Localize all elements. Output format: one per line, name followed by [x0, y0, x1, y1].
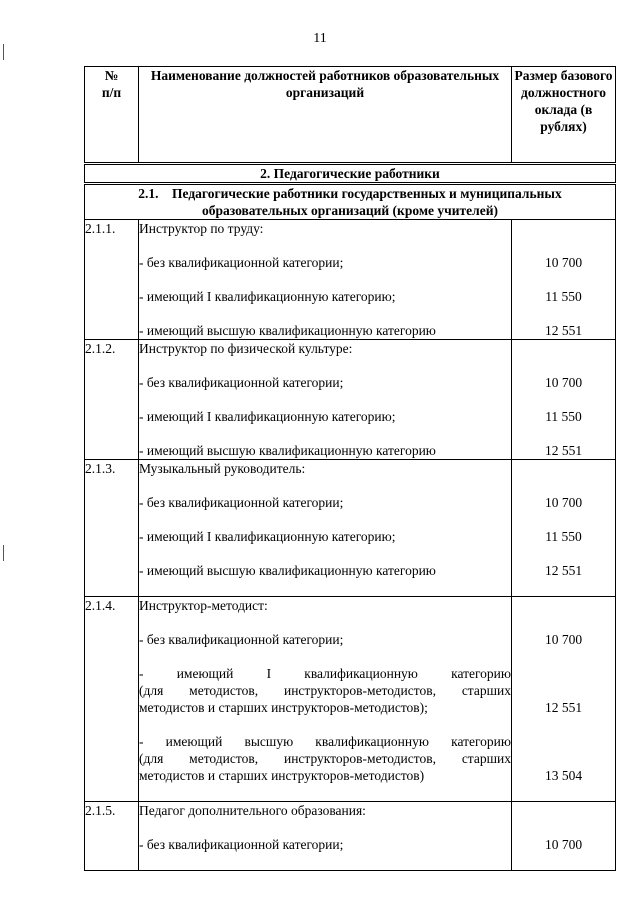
table-header-row [85, 67, 616, 164]
category-label: - имеющий высшую квалификационную категорию [139, 734, 511, 749]
position-description [139, 802, 512, 871]
category-label: - без квалификационной категории; [139, 255, 344, 270]
position-number: 2.1.2. [85, 340, 139, 460]
category-label: (для методистов, инструкторов-методистов, старших [139, 683, 511, 698]
salary-value: 10 700 [544, 837, 583, 852]
subsection-row [85, 184, 616, 220]
position-title: Музыкальный руководитель: [139, 461, 306, 476]
salary-value: 12 551 [544, 443, 583, 458]
category-label: - имеющий I квалификационную категорию; [139, 529, 396, 544]
position-number: 2.1.3. [85, 460, 139, 597]
table-row [85, 340, 616, 460]
header-number [85, 67, 139, 164]
header-position-name: Наименование должностей работников образовательных организаций [139, 67, 512, 164]
category-label: - имеющий высшую квалификационную категорию [139, 563, 436, 578]
position-title: Инструктор по физической культуре: [139, 341, 353, 356]
category-label: методистов и старших инструкторов-методистов); [139, 700, 428, 715]
position-salaries [512, 802, 616, 871]
position-description [139, 597, 512, 802]
salary-value: 11 550 [545, 529, 582, 544]
position-description [139, 460, 512, 597]
position-title: Инструктор-методист: [139, 598, 268, 613]
category-label: - имеющий I квалификационную категорию [139, 666, 511, 681]
category-label: - без квалификационной категории; [139, 632, 344, 647]
subsection-title: 2.1. Педагогические работники государственных и муниципальных образовательных организаций (кроме учителей) [85, 184, 616, 220]
category-label: методистов и старших инструкторов-методистов) [139, 768, 425, 783]
position-salaries [512, 460, 616, 597]
salary-value: 11 550 [545, 289, 582, 304]
table-row [85, 802, 616, 871]
position-description [139, 340, 512, 460]
category-label: - имеющий высшую квалификационную категорию [139, 323, 436, 338]
section-row [85, 164, 616, 184]
section-title: 2. Педагогические работники [85, 164, 616, 184]
category-label: (для методистов, инструкторов-методистов, старших [139, 751, 511, 766]
salary-value: 11 550 [545, 409, 582, 424]
position-salaries [512, 220, 616, 340]
table-row [85, 597, 616, 802]
salary-value: 10 700 [544, 495, 583, 510]
page-number: 11 [313, 31, 327, 46]
salary-value: 12 551 [544, 700, 583, 715]
category-label: - без квалификационной категории; [139, 837, 344, 852]
position-title: Инструктор по труду: [139, 221, 264, 236]
header-number-text: № п/п [101, 68, 122, 100]
salary-value: 10 700 [544, 375, 583, 390]
salary-value: 13 504 [544, 768, 583, 783]
salary-value: 10 700 [544, 632, 583, 647]
category-label: - имеющий высшую квалификационную категорию [139, 443, 436, 458]
salary-value: 12 551 [544, 563, 583, 578]
scan-edge-mark [3, 545, 4, 561]
table-row [85, 220, 616, 340]
position-number: 2.1.5. [85, 802, 139, 871]
position-title: Педагог дополнительного образования: [139, 803, 366, 818]
position-description [139, 220, 512, 340]
position-salaries [512, 340, 616, 460]
header-salary-size: Размер базового должностного оклада (в рублях) [512, 67, 616, 164]
salary-value: 12 551 [544, 323, 583, 338]
table-row [85, 460, 616, 597]
position-number: 2.1.4. [85, 597, 139, 802]
category-label: - имеющий I квалификационную категорию; [139, 289, 396, 304]
category-label: - имеющий I квалификационную категорию; [139, 409, 396, 424]
position-salaries [512, 597, 616, 802]
category-label: - без квалификационной категории; [139, 375, 344, 390]
salary-table [84, 66, 616, 871]
salary-value: 10 700 [544, 255, 583, 270]
position-number: 2.1.1. [85, 220, 139, 340]
category-label: - без квалификационной категории; [139, 495, 344, 510]
